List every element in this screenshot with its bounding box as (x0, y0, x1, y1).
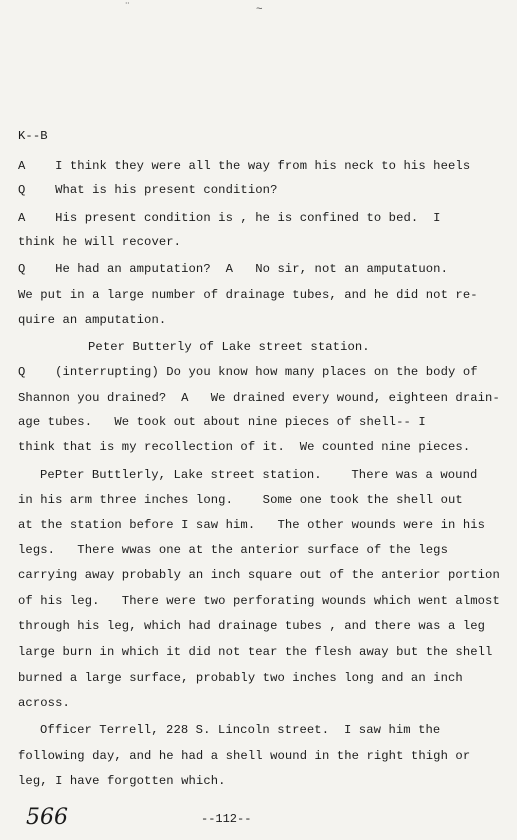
text-line: across. (18, 696, 70, 710)
text-line: large burn in which it did not tear the flesh away but the shell (18, 645, 493, 659)
text-line: quire an amputation. (18, 313, 167, 327)
text-line: leg, I have forgotten which. (18, 774, 226, 788)
text-line: Officer Terrell, 228 S. Lincoln street. I saw him the (40, 723, 441, 737)
text-line: think he will recover. (18, 235, 182, 249)
page-number: --112-- (201, 812, 252, 826)
text-line: Shannon you drained? A We drained every wound, eighteen drain- (18, 391, 500, 405)
text-line: A His present condition is , he is confined to bed. I (18, 211, 441, 225)
text-line: think that is my recollection of it. We counted nine pieces. (18, 440, 471, 454)
text-line: PePter Buttlerly, Lake street station. There was a wound (40, 468, 478, 482)
punch-mark: ~ (256, 4, 263, 16)
text-line: in his arm three inches long. Some one took the shell out (18, 493, 463, 507)
text-line: burned a large surface, probably two inches long and an inch (18, 671, 463, 685)
text-line: Q What is his present condition? (18, 183, 278, 197)
text-line: Q (interrupting) Do you know how many places on the body of (18, 365, 478, 379)
text-line: of his leg. There were two perforating wounds which went almost (18, 594, 500, 608)
section-header: K--B (18, 129, 48, 143)
punch-mark: ¨ (124, 2, 131, 14)
handwritten-page-number: 566 (26, 805, 68, 830)
text-line: Peter Butterly of Lake street station. (88, 340, 370, 354)
text-line: through his leg, which had drainage tubes , and there was a leg (18, 619, 486, 633)
text-line: carrying away probably an inch square out of the anterior portion (18, 568, 500, 582)
text-line: Q He had an amputation? A No sir, not an amputatuon. (18, 262, 448, 276)
text-line: A I think they were all the way from his neck to his heels (18, 159, 471, 173)
text-line: age tubes. We took out about nine pieces of shell-- I (18, 415, 426, 429)
text-line: following day, and he had a shell wound in the right thigh or (18, 749, 471, 763)
text-line: We put in a large number of drainage tubes, and he did not re- (18, 288, 478, 302)
text-line: legs. There wwas one at the anterior surface of the legs (18, 543, 448, 557)
text-line: at the station before I saw him. The other wounds were in his (18, 518, 486, 532)
